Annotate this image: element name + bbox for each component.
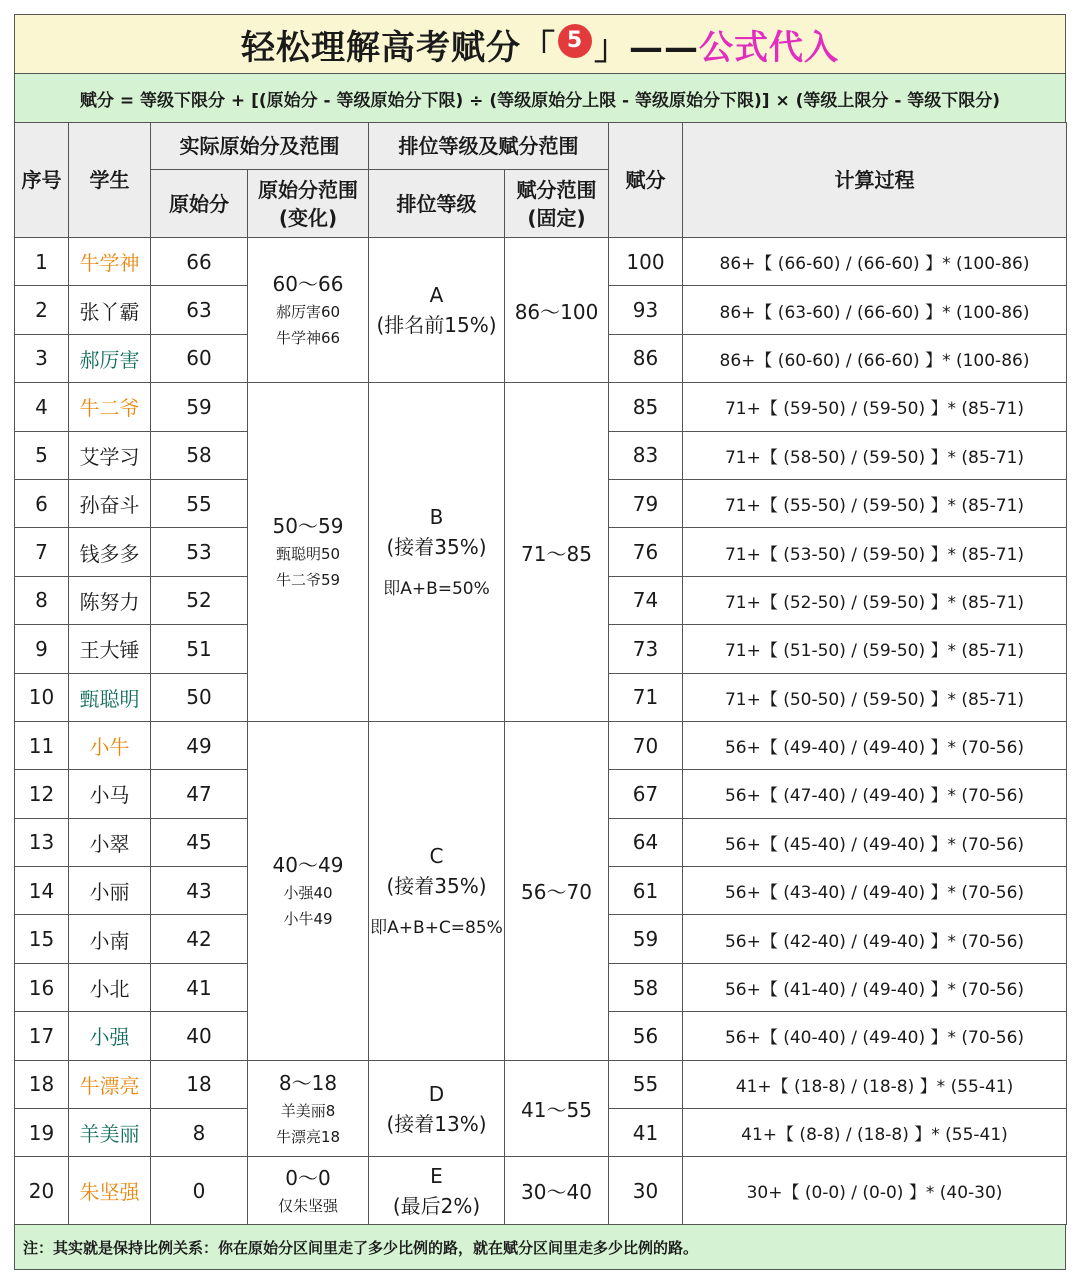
row-index: 1 <box>15 238 69 286</box>
grade-cell <box>369 721 505 1060</box>
raw-score: 18 <box>151 1060 248 1108</box>
grade-cell <box>369 1157 505 1225</box>
header-assigned-range-line1: 赋分范围 <box>516 177 597 202</box>
assigned-score: 73 <box>609 625 683 673</box>
row-index: 11 <box>15 721 69 769</box>
raw-score: 43 <box>151 867 248 915</box>
raw-score: 51 <box>151 625 248 673</box>
raw-range: 50～59 <box>272 514 344 539</box>
raw-range-cell <box>248 1060 369 1157</box>
student-name: 小牛 <box>69 721 151 769</box>
calc-process: 71+【 (58-50) / (59-50) 】* (85-71) <box>683 431 1067 479</box>
raw-range-cell <box>248 238 369 383</box>
raw-score: 58 <box>151 431 248 479</box>
student-name: 孙奋斗 <box>69 479 151 527</box>
grade-letter: A <box>429 283 444 308</box>
header-grade-group: 排位等级及赋分范围 <box>369 123 609 170</box>
assigned-score: 59 <box>609 915 683 963</box>
table-body <box>15 238 1067 1225</box>
raw-score: 41 <box>151 963 248 1011</box>
student-name: 郝厉害 <box>69 334 151 382</box>
student-name: 钱多多 <box>69 528 151 576</box>
raw-score: 50 <box>151 673 248 721</box>
student-name: 小南 <box>69 915 151 963</box>
row-index: 10 <box>15 673 69 721</box>
score-table <box>14 122 1067 1225</box>
assigned-score: 85 <box>609 383 683 431</box>
raw-score: 42 <box>151 915 248 963</box>
student-name: 小翠 <box>69 818 151 866</box>
table-row <box>15 1060 1067 1108</box>
raw-score: 47 <box>151 770 248 818</box>
student-name: 牛漂亮 <box>69 1060 151 1108</box>
row-index: 20 <box>15 1157 69 1225</box>
assigned-score: 76 <box>609 528 683 576</box>
raw-range: 60～66 <box>272 272 344 297</box>
calc-process: 56+【 (40-40) / (49-40) 】* (70-56) <box>683 1012 1067 1060</box>
assigned-range: 56～70 <box>505 721 609 1060</box>
assigned-score: 67 <box>609 770 683 818</box>
grade-description: (接着35%) <box>386 873 487 898</box>
student-name: 牛二爷 <box>69 383 151 431</box>
calc-process: 41+【 (8-8) / (18-8) 】* (55-41) <box>683 1109 1067 1157</box>
assigned-range: 41～55 <box>505 1060 609 1157</box>
assigned-score: 100 <box>609 238 683 286</box>
calc-process: 71+【 (51-50) / (59-50) 】* (85-71) <box>683 625 1067 673</box>
assigned-score: 41 <box>609 1109 683 1157</box>
student-name: 小强 <box>69 1012 151 1060</box>
header-index: 序号 <box>15 123 69 238</box>
student-name: 小北 <box>69 963 151 1011</box>
calc-process: 71+【 (55-50) / (59-50) 】* (85-71) <box>683 479 1067 527</box>
student-name: 陈努力 <box>69 576 151 624</box>
header-raw-group: 实际原始分及范围 <box>151 123 369 170</box>
calc-process: 71+【 (50-50) / (59-50) 】* (85-71) <box>683 673 1067 721</box>
raw-range-low-note: 甄聪明50 <box>275 545 341 564</box>
raw-range-low-note: 小强40 <box>283 883 333 902</box>
assigned-score: 93 <box>609 286 683 334</box>
assigned-score: 30 <box>609 1157 683 1225</box>
footer-text: 注：其实就是保持比例关系：你在原始分区间里走了多少比例的路，就在赋分区间里走多少比例的路。 <box>23 1238 699 1257</box>
grade-cell <box>369 238 505 383</box>
raw-score: 40 <box>151 1012 248 1060</box>
row-index: 3 <box>15 334 69 382</box>
row-index: 15 <box>15 915 69 963</box>
student-name: 小丽 <box>69 867 151 915</box>
raw-score: 55 <box>151 479 248 527</box>
raw-range-low-note: 郝厉害60 <box>275 303 341 322</box>
calc-process: 71+【 (53-50) / (59-50) 】* (85-71) <box>683 528 1067 576</box>
footer-note <box>14 1225 1066 1270</box>
student-name: 张丫霸 <box>69 286 151 334</box>
grade-letter: D <box>428 1081 445 1106</box>
table-row <box>15 238 1067 286</box>
row-index: 9 <box>15 625 69 673</box>
student-name: 羊美丽 <box>69 1109 151 1157</box>
formula-text: 赋分 = 等级下限分 + [(原始分 - 等级原始分下限) ÷ (等级原始分上限 - 等级原始分下限)] × (等级上限分 - 等级下限分) <box>79 90 1001 111</box>
row-index: 4 <box>15 383 69 431</box>
raw-range-cell <box>248 721 369 1060</box>
assigned-score: 86 <box>609 334 683 382</box>
raw-range-high-note: 牛学神66 <box>275 329 341 348</box>
grade-cell <box>369 383 505 722</box>
row-index: 2 <box>15 286 69 334</box>
assigned-score: 61 <box>609 867 683 915</box>
calc-process: 30+【 (0-0) / (0-0) 】* (40-30) <box>683 1157 1067 1225</box>
row-index: 18 <box>15 1060 69 1108</box>
raw-score: 45 <box>151 818 248 866</box>
calc-process: 56+【 (42-40) / (49-40) 】* (70-56) <box>683 915 1067 963</box>
calc-process: 56+【 (43-40) / (49-40) 】* (70-56) <box>683 867 1067 915</box>
grade-letter: E <box>430 1163 443 1188</box>
table-row <box>15 721 1067 769</box>
raw-range-cell <box>248 1157 369 1225</box>
student-name: 甄聪明 <box>69 673 151 721</box>
calc-process: 86+【 (60-60) / (66-60) 】* (100-86) <box>683 334 1067 382</box>
raw-range-low-note: 仅朱坚强 <box>277 1196 338 1215</box>
assigned-score: 55 <box>609 1060 683 1108</box>
grade-description: (接着35%) <box>386 535 487 560</box>
row-index: 16 <box>15 963 69 1011</box>
table-row <box>15 383 1067 431</box>
raw-range: 0～0 <box>285 1165 331 1190</box>
assigned-score: 74 <box>609 576 683 624</box>
calc-process: 86+【 (63-60) / (66-60) 】* (100-86) <box>683 286 1067 334</box>
raw-score: 49 <box>151 721 248 769</box>
assigned-range: 86～100 <box>505 238 609 383</box>
assigned-score: 71 <box>609 673 683 721</box>
assigned-score: 70 <box>609 721 683 769</box>
header-calc: 计算过程 <box>683 123 1067 238</box>
assigned-score: 56 <box>609 1012 683 1060</box>
assigned-score: 64 <box>609 818 683 866</box>
row-index: 19 <box>15 1109 69 1157</box>
student-name: 小马 <box>69 770 151 818</box>
raw-range: 40～49 <box>272 852 344 877</box>
header-assigned-range-line2: (固定) <box>527 205 586 230</box>
formula-banner <box>14 73 1066 122</box>
raw-score: 8 <box>151 1109 248 1157</box>
student-name: 朱坚强 <box>69 1157 151 1225</box>
grade-description: (排名前15%) <box>376 313 497 338</box>
grade-description: (最后2%) <box>392 1193 481 1218</box>
assigned-score: 83 <box>609 431 683 479</box>
row-index: 8 <box>15 576 69 624</box>
grade-cumulative-note: 即A+B=50% <box>383 579 490 600</box>
raw-score: 66 <box>151 238 248 286</box>
score-sheet <box>14 14 1066 1270</box>
row-index: 6 <box>15 479 69 527</box>
raw-score: 60 <box>151 334 248 382</box>
calc-process: 71+【 (59-50) / (59-50) 】* (85-71) <box>683 383 1067 431</box>
row-index: 12 <box>15 770 69 818</box>
title-close: 」—— <box>594 27 699 68</box>
header-raw-range-line1: 原始分范围 <box>258 177 358 202</box>
raw-range-high-note: 牛漂亮18 <box>275 1127 341 1146</box>
calc-process: 56+【 (45-40) / (49-40) 】* (70-56) <box>683 818 1067 866</box>
student-name: 艾学习 <box>69 431 151 479</box>
raw-range-high-note: 小牛49 <box>283 909 333 928</box>
header-grade: 排位等级 <box>369 170 505 238</box>
header-raw-range-line2: (变化) <box>278 205 338 230</box>
header-assigned-range <box>505 170 609 238</box>
row-index: 7 <box>15 528 69 576</box>
calc-process: 86+【 (66-60) / (66-60) 】* (100-86) <box>683 238 1067 286</box>
calc-process: 41+【 (18-8) / (18-8) 】* (55-41) <box>683 1060 1067 1108</box>
student-name: 牛学神 <box>69 238 151 286</box>
raw-score: 52 <box>151 576 248 624</box>
header-raw: 原始分 <box>151 170 248 238</box>
header-student: 学生 <box>69 123 151 238</box>
grade-letter: C <box>429 843 444 868</box>
assigned-score: 58 <box>609 963 683 1011</box>
assigned-score: 79 <box>609 479 683 527</box>
raw-range-low-note: 羊美丽8 <box>280 1101 336 1120</box>
raw-score: 0 <box>151 1157 248 1225</box>
title-accent: 公式代入 <box>699 27 839 68</box>
grade-letter: B <box>429 505 444 530</box>
circled-number-badge: 5 <box>558 24 592 58</box>
grade-cell <box>369 1060 505 1157</box>
calc-process: 56+【 (47-40) / (49-40) 】* (70-56) <box>683 770 1067 818</box>
grade-description: (接着13%) <box>386 1111 487 1136</box>
title-main: 轻松理解高考赋分「 <box>241 27 556 68</box>
header-raw-range <box>248 170 369 238</box>
grade-cumulative-note: 即A+B+C=85% <box>370 917 503 938</box>
calc-process: 71+【 (52-50) / (59-50) 】* (85-71) <box>683 576 1067 624</box>
raw-range: 8～18 <box>278 1070 338 1095</box>
row-index: 13 <box>15 818 69 866</box>
row-index: 17 <box>15 1012 69 1060</box>
raw-score: 53 <box>151 528 248 576</box>
raw-score: 59 <box>151 383 248 431</box>
raw-score: 63 <box>151 286 248 334</box>
raw-range-high-note: 牛二爷59 <box>275 571 341 590</box>
assigned-range: 30～40 <box>505 1157 609 1225</box>
student-name: 王大锤 <box>69 625 151 673</box>
row-index: 14 <box>15 867 69 915</box>
row-index: 5 <box>15 431 69 479</box>
raw-range-cell <box>248 383 369 722</box>
assigned-range: 71～85 <box>505 383 609 722</box>
calc-process: 56+【 (41-40) / (49-40) 】* (70-56) <box>683 963 1067 1011</box>
header-assigned: 赋分 <box>609 123 683 238</box>
table-row <box>15 1157 1067 1225</box>
calc-process: 56+【 (49-40) / (49-40) 】* (70-56) <box>683 721 1067 769</box>
page-title <box>14 14 1066 73</box>
